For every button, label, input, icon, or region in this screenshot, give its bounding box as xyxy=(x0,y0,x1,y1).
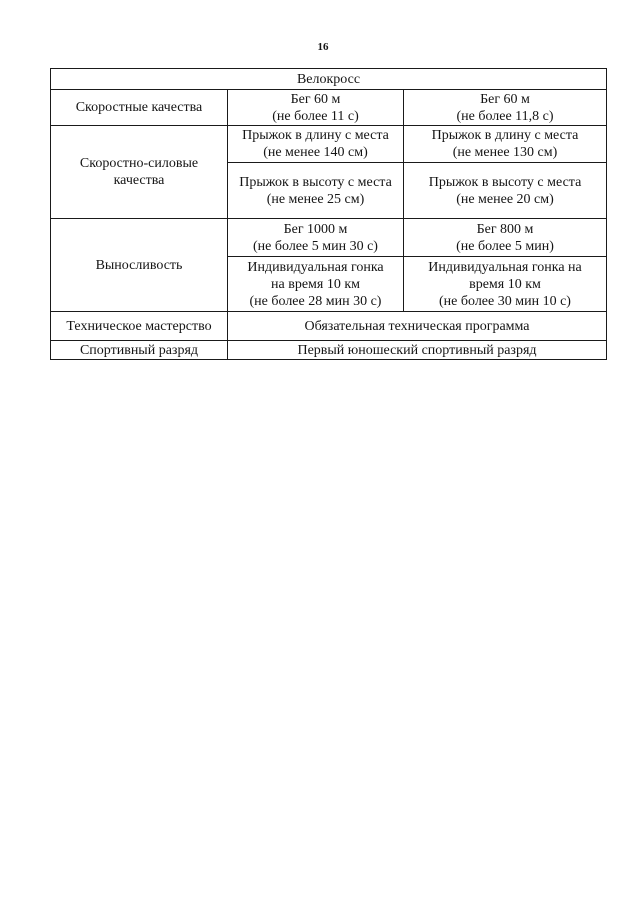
table-title-row xyxy=(51,69,607,90)
norm-cell xyxy=(228,163,404,219)
table-row-rank xyxy=(51,341,607,360)
row-label-line: Скоростно-силовые xyxy=(79,156,199,171)
norm-exercise: время 10 км xyxy=(469,276,541,292)
row-label-cell xyxy=(51,126,228,219)
norm-exercise: Бег 60 м xyxy=(290,91,341,107)
table-row-technique xyxy=(51,312,607,341)
norm-cell xyxy=(228,90,404,126)
norm-value: (не более 5 мин) xyxy=(456,238,554,254)
norm-exercise: Прыжок в длину с места xyxy=(242,128,389,143)
row-label: Спортивный разряд xyxy=(79,342,199,358)
norm-cell xyxy=(404,90,607,126)
norm-exercise: Бег 800 м xyxy=(476,221,534,237)
row-label: Техническое мастерство xyxy=(66,318,212,334)
row-label: Выносливость xyxy=(95,257,183,273)
norm-value: (не менее 25 см) xyxy=(266,191,365,207)
row-label-cell xyxy=(51,341,228,360)
norm-cell xyxy=(228,257,404,312)
table-row-speed xyxy=(51,90,607,126)
norm-value: Обязательная техническая программа xyxy=(304,318,530,334)
norm-cell xyxy=(228,341,607,360)
norm-value: (не более 30 мин 10 с) xyxy=(439,293,571,309)
norm-exercise: Бег 60 м xyxy=(480,91,530,107)
page-number: 16 xyxy=(317,41,329,53)
norm-value: (не менее 140 см) xyxy=(263,145,368,160)
norm-cell xyxy=(404,257,607,312)
norm-cell xyxy=(228,126,404,163)
table-row-run xyxy=(51,219,607,257)
norm-cell xyxy=(404,163,607,219)
norm-exercise: Индивидуальная гонка xyxy=(247,259,384,275)
norm-cell xyxy=(404,219,607,257)
norm-cell xyxy=(228,219,404,257)
norm-value: (не более 11 с) xyxy=(272,108,359,124)
norm-value: (не более 28 мин 30 с) xyxy=(249,293,382,309)
table-row-long-jump xyxy=(51,126,607,163)
row-label-cell xyxy=(51,219,228,312)
norm-cell xyxy=(404,126,607,163)
table-title: Велокросс xyxy=(296,71,361,87)
row-label-cell xyxy=(51,90,228,126)
norm-value: (не менее 130 см) xyxy=(452,145,558,160)
norm-value: (не более 5 мин 30 с) xyxy=(253,238,378,254)
table-title-cell xyxy=(51,69,607,90)
norm-exercise: Индивидуальная гонка на xyxy=(428,259,582,275)
norm-exercise: Прыжок в высоту с места xyxy=(239,174,392,190)
norm-exercise: на время 10 км xyxy=(271,276,360,292)
row-label: Скоростные качества xyxy=(75,100,203,115)
norm-value: (не менее 20 см) xyxy=(456,191,554,207)
norm-exercise: Прыжок в длину с места xyxy=(431,128,579,143)
row-label-cell xyxy=(51,312,228,341)
norm-exercise: Бег 1000 м xyxy=(283,221,348,237)
norm-value: Первый юношеский спортивный разряд xyxy=(297,342,537,358)
norms-table xyxy=(50,68,607,360)
norm-value: (не более 11,8 с) xyxy=(456,108,554,124)
norm-cell xyxy=(228,312,607,341)
row-label-line: качества xyxy=(113,173,165,188)
norm-exercise: Прыжок в высоту с места xyxy=(428,174,582,190)
